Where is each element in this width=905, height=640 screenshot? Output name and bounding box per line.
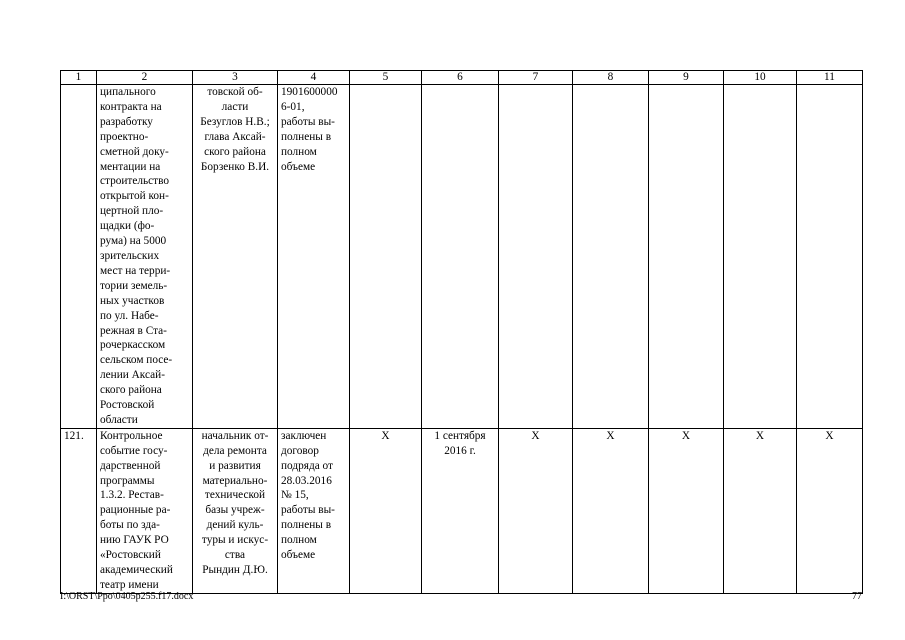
cell-col-5 <box>350 85 422 429</box>
row-number-cell: 121. <box>61 428 97 593</box>
col-header-9: 9 <box>649 71 724 85</box>
col-header-11: 11 <box>797 71 863 85</box>
cell-col-11: X <box>797 428 863 593</box>
table-row <box>61 85 863 429</box>
cell-col-8: X <box>573 428 649 593</box>
cell-col-7: X <box>499 428 573 593</box>
table-row <box>61 428 863 593</box>
result-cell: 1901600000 6-01, работы вы- полнены в полном объеме <box>278 85 350 429</box>
col-header-1: 1 <box>61 71 97 85</box>
cell-col-7 <box>499 85 573 429</box>
col-header-7: 7 <box>499 71 573 85</box>
cell-col-10 <box>724 85 797 429</box>
col-header-5: 5 <box>350 71 422 85</box>
cell-col-9 <box>649 85 724 429</box>
col-header-2: 2 <box>97 71 193 85</box>
col-header-3: 3 <box>193 71 278 85</box>
event-name-cell: ципального контракта на разработку проектно- сметной доку- ментации на строительство открытой кон- цертной пло- щадки (фо- рума) на 5000 зрительских мест на терри- тории земель- ных участков по ул. Набе- режная в Ста- рочеркасском сельском посе- лении Аксай- ского района Ростовской области <box>97 85 193 429</box>
cell-col-9: X <box>649 428 724 593</box>
responsible-cell: начальник от- дела ремонта и развития материально- технической базы учреж- дений куль- туры и искус- ства Рындин Д.Ю. <box>193 428 278 593</box>
col-header-10: 10 <box>724 71 797 85</box>
col-header-6: 6 <box>422 71 499 85</box>
cell-col-8 <box>573 85 649 429</box>
footer-file-path: I:\ORST\Ppo\0405p255.f17.docx <box>60 591 194 602</box>
col-header-4: 4 <box>278 71 350 85</box>
col-header-8: 8 <box>573 71 649 85</box>
completion-date-cell: 1 сентября 2016 г. <box>422 428 499 593</box>
cell-col-10: X <box>724 428 797 593</box>
footer-page-number: 77 <box>852 591 862 602</box>
result-cell: заключен договор подряда от 28.03.2016 № 15, работы вы- полнены в полном объеме <box>278 428 350 593</box>
cell-col-11 <box>797 85 863 429</box>
cell-col-6 <box>422 85 499 429</box>
row-number-cell <box>61 85 97 429</box>
column-number-row <box>61 71 863 85</box>
responsible-cell: товской об- ласти Безуглов Н.В.; глава Аксай- ского района Борзенко В.И. <box>193 85 278 429</box>
report-table <box>60 70 863 594</box>
event-name-cell: Контрольное событие госу- дарственной программы 1.3.2. Рестав- рационные ра- боты по зда- нию ГАУК РО «Ростовский академический театр имени <box>97 428 193 593</box>
cell-col-5: X <box>350 428 422 593</box>
